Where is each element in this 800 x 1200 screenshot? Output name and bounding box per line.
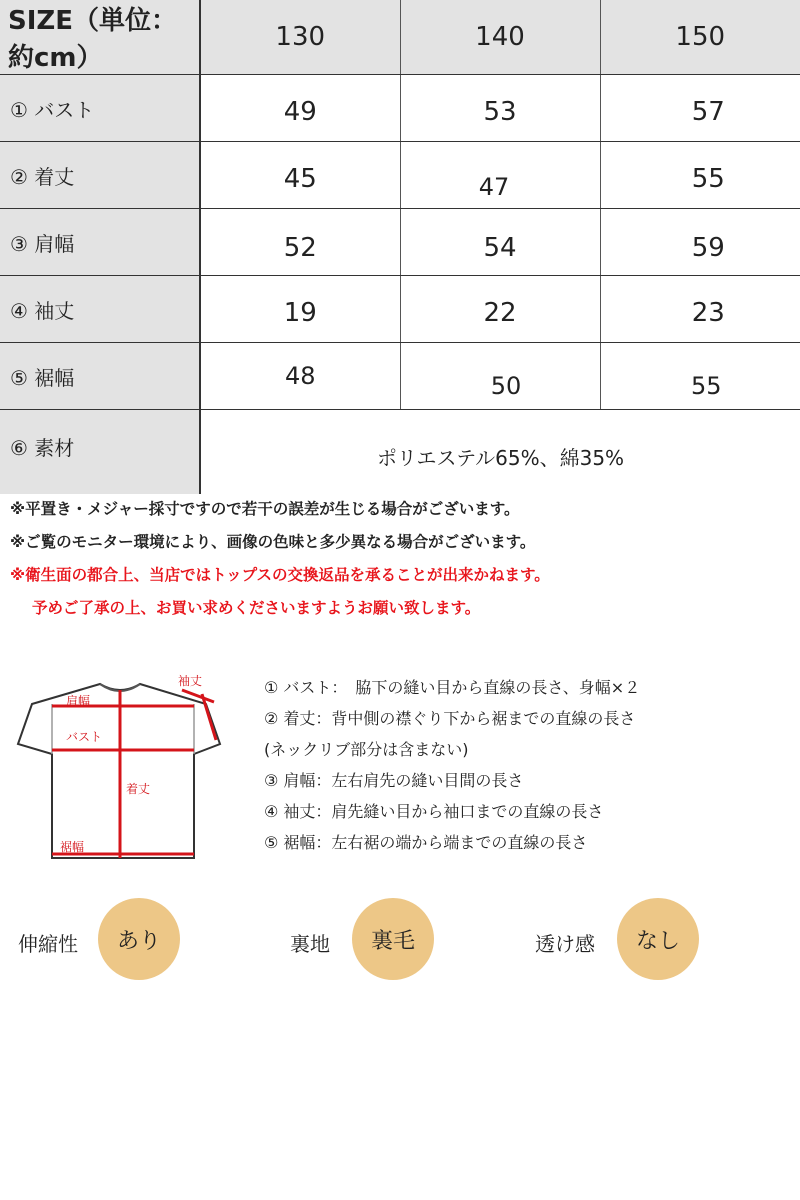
definition-katahaba: ③ 肩幅：左右肩先の縫い目間の長さ [264,771,524,790]
cell-value: 49 [283,97,317,127]
feature-sheerness [535,898,735,988]
diagram-label-kitake: 着丈 [126,782,151,796]
size-table [0,0,800,494]
definition-bust: ① バスト： 脇下の縫い目から直線の長さ、身幅×２ [264,678,641,697]
row-label: ③ 肩幅 [0,209,200,276]
table-row [0,75,800,142]
feature-label: 透け感 [535,932,595,956]
cell-value: 59 [691,233,725,263]
size-header-label: SIZE（単位：約cm） [0,0,200,75]
note-return-cont: 予めご了承の上、お買い求めくださいますようお願い致します。 [32,599,481,617]
note-measure: ※平置き・メジャー採寸ですので若干の誤差が生じる場合がございます。 [10,500,520,518]
cell-value: 50 [490,372,522,400]
garment-diagram [12,662,222,872]
cell-value: 45 [283,164,317,194]
diagram-label-bust: バスト [66,730,103,744]
size-140: 140 [400,0,600,75]
material-row [0,410,800,495]
feature-stretch [18,898,218,988]
material-label: ⑥ 素材 [0,410,200,495]
material-value: ポリエステル65%、綿35% [376,445,625,470]
table-row [0,142,800,209]
cell-value: 23 [691,298,725,328]
definition-susohaba: ⑤ 裾幅：左右裾の端から端までの直線の長さ [264,833,588,852]
feature-label: 伸縮性 [18,932,78,956]
diagram-label-susohaba: 裾幅 [60,840,85,854]
feature-badge: あり [98,898,180,980]
feature-lining [290,898,490,988]
table-row [0,343,800,410]
size-130: 130 [200,0,400,75]
row-label: ⑤ 裾幅 [0,343,200,410]
cell-value: 53 [483,97,517,127]
definition-sodetake: ④ 袖丈：肩先縫い目から袖口までの直線の長さ [264,802,604,821]
definition-kitake: ② 着丈：背中側の襟ぐり下から裾までの直線の長さ [264,709,636,728]
cell-value: 55 [690,372,722,400]
feature-badge: なし [617,898,699,980]
row-label: ④ 袖丈 [0,276,200,343]
definition-kitake-note: (ネックリブ部分は含まない) [264,740,469,759]
cell-value: 54 [483,233,517,263]
feature-label: 裏地 [290,932,330,956]
measurement-definitions [264,672,784,858]
diagram-label-katahaba: 肩幅 [66,694,91,708]
size-header-row [0,0,800,75]
note-return: ※衛生面の都合上、当店ではトップスの交換返品を承ることが出来かねます。 [10,566,550,584]
row-label: ② 着丈 [0,142,200,209]
size-150: 150 [600,0,800,75]
cell-value: 19 [283,298,317,328]
cell-value: 22 [483,298,517,328]
cell-value: 48 [284,362,316,390]
diagram-label-sodetake: 袖丈 [178,674,203,688]
feature-badge: 裏毛 [352,898,434,980]
tshirt-illustration [12,662,222,872]
cell-value: 52 [283,233,317,263]
cell-value: 47 [478,173,510,201]
features [0,898,800,988]
note-monitor: ※ご覧のモニター環境により、画像の色味と多少異なる場合がございます。 [10,533,536,551]
cell-value: 57 [691,97,725,127]
cell-value: 55 [691,164,725,194]
table-row [0,276,800,343]
table-row [0,209,800,276]
row-label: ① バスト [0,75,200,142]
notes [10,493,790,625]
